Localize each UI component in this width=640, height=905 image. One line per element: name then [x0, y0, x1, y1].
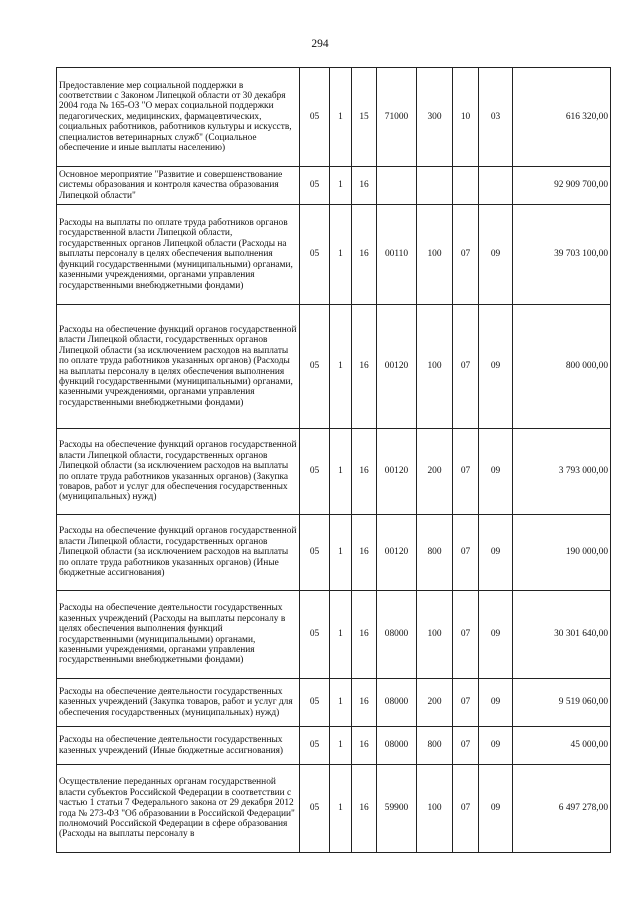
amount-cell: 9 519 060,00 — [513, 679, 611, 727]
subprogram-code-cell: 1 — [330, 68, 352, 167]
table-row — [57, 167, 611, 205]
section-code-cell: 07 — [453, 765, 479, 853]
row-description: Расходы на обеспечение функций органов государственной власти Липецкой области, государственных органов Липецкой области (за исключением расходов на выплаты по оплате труда работников указанных органов) (Расходы на выплаты персоналу в целях обеспечения выполнения функций государственными (муниципальными) органами, казенными учреждениями, органами управления государственными внебюджетными фондами) — [57, 305, 300, 429]
program-code-cell: 05 — [300, 167, 330, 205]
subprogram-code-cell: 1 — [330, 167, 352, 205]
row-description: Расходы на обеспечение функций органов государственной власти Липецкой области, государственных органов Липецкой области (за исключением расходов на выплаты по оплате труда работников указанных органов) (Закупка товаров, работ и услуг для обеспечения государственных (муниципальных) нужд) — [57, 429, 300, 515]
program-code-cell: 05 — [300, 765, 330, 853]
program-code-cell: 05 — [300, 305, 330, 429]
expense-type-cell: 200 — [417, 429, 453, 515]
row-description: Расходы на обеспечение функций органов государственной власти Липецкой области, государственных органов Липецкой области (за исключением расходов на выплаты по оплате труда работников указанных органов) (Иные бюджетные ассигнования) — [57, 515, 300, 591]
subsection-code-cell: 09 — [479, 429, 513, 515]
section-code-cell: 07 — [453, 429, 479, 515]
activity-code-cell: 16 — [352, 305, 377, 429]
section-code-cell: 07 — [453, 679, 479, 727]
section-code-cell: 10 — [453, 68, 479, 167]
program-code-cell: 05 — [300, 429, 330, 515]
direction-code-cell: 08000 — [377, 591, 417, 679]
activity-code-cell: 15 — [352, 68, 377, 167]
program-code-cell: 05 — [300, 205, 330, 305]
direction-code-cell: 00120 — [377, 515, 417, 591]
expense-type-cell — [417, 167, 453, 205]
subsection-code-cell: 09 — [479, 515, 513, 591]
amount-cell: 800 000,00 — [513, 305, 611, 429]
expense-type-cell: 100 — [417, 765, 453, 853]
amount-cell: 6 497 278,00 — [513, 765, 611, 853]
row-description: Предоставление мер социальной поддержки в соответствии с Законом Липецкой области от 30 декабря 2004 года № 165-ОЗ "О мерах социальной поддержки педагогических, медицинских, фармацевтических, социальных работников, работников культуры и искусств, специалистов ветеринарных служб" (Социальное обеспечение и иные выплаты населению) — [57, 68, 300, 167]
row-description: Расходы на обеспечение деятельности государственных казенных учреждений (Расходы на выплаты персоналу в целях обеспечения выполнения функций государственными (муниципальными) органами, казенными учреждениями, органами управления государственными внебюджетными фондами) — [57, 591, 300, 679]
table-row — [57, 68, 611, 167]
row-description: Осуществление переданных органам государственной власти субъектов Российской Федерации в соответствии с частью 1 статьи 7 Федерального закона от 29 декабря 2012 года № 273-ФЗ "Об образовании в Российской Федерации" полномочий Российской Федерации в сфере образования (Расходы на выплаты персоналу в — [57, 765, 300, 853]
row-description: Основное мероприятие "Развитие и совершенствование системы образования и контроля качества образования Липецкой области" — [57, 167, 300, 205]
direction-code-cell: 71000 — [377, 68, 417, 167]
activity-code-cell: 16 — [352, 679, 377, 727]
section-code-cell: 07 — [453, 205, 479, 305]
table-row — [57, 305, 611, 429]
subprogram-code-cell: 1 — [330, 305, 352, 429]
expense-type-cell: 200 — [417, 679, 453, 727]
row-description: Расходы на выплаты по оплате труда работников органов государственной власти Липецкой области, государственных органов Липецкой области (Расходы на выплаты персоналу в целях обеспечения выполнения функций государственными (муниципальными) органами, казенными учреждениями, органами управления государственными внебюджетными фондами) — [57, 205, 300, 305]
section-code-cell: 07 — [453, 515, 479, 591]
amount-cell: 190 000,00 — [513, 515, 611, 591]
program-code-cell: 05 — [300, 68, 330, 167]
direction-code-cell: 08000 — [377, 727, 417, 765]
table-row — [57, 515, 611, 591]
page-number: 294 — [311, 38, 329, 50]
subsection-code-cell: 09 — [479, 727, 513, 765]
direction-code-cell: 59900 — [377, 765, 417, 853]
subprogram-code-cell: 1 — [330, 205, 352, 305]
activity-code-cell: 16 — [352, 167, 377, 205]
subsection-code-cell: 09 — [479, 765, 513, 853]
activity-code-cell: 16 — [352, 765, 377, 853]
program-code-cell: 05 — [300, 679, 330, 727]
subprogram-code-cell: 1 — [330, 679, 352, 727]
direction-code-cell: 00110 — [377, 205, 417, 305]
table-row — [57, 591, 611, 679]
direction-code-cell: 08000 — [377, 679, 417, 727]
table-row — [57, 727, 611, 765]
subsection-code-cell: 09 — [479, 305, 513, 429]
subprogram-code-cell: 1 — [330, 515, 352, 591]
amount-cell: 3 793 000,00 — [513, 429, 611, 515]
table-row — [57, 679, 611, 727]
subsection-code-cell: 09 — [479, 679, 513, 727]
subsection-code-cell: 09 — [479, 591, 513, 679]
activity-code-cell: 16 — [352, 727, 377, 765]
row-description: Расходы на обеспечение деятельности государственных казенных учреждений (Закупка товаров, работ и услуг для обеспечения государственных (муниципальных) нужд) — [57, 679, 300, 727]
amount-cell: 92 909 700,00 — [513, 167, 611, 205]
table-row — [57, 429, 611, 515]
table-row — [57, 765, 611, 853]
expense-type-cell: 800 — [417, 727, 453, 765]
subsection-code-cell — [479, 167, 513, 205]
activity-code-cell: 16 — [352, 515, 377, 591]
direction-code-cell: 00120 — [377, 305, 417, 429]
amount-cell: 30 301 640,00 — [513, 591, 611, 679]
amount-cell: 45 000,00 — [513, 727, 611, 765]
subsection-code-cell: 03 — [479, 68, 513, 167]
section-code-cell: 07 — [453, 305, 479, 429]
subsection-code-cell: 09 — [479, 205, 513, 305]
direction-code-cell — [377, 167, 417, 205]
activity-code-cell: 16 — [352, 205, 377, 305]
expense-type-cell: 300 — [417, 68, 453, 167]
expense-type-cell: 100 — [417, 205, 453, 305]
program-code-cell: 05 — [300, 591, 330, 679]
section-code-cell — [453, 167, 479, 205]
table-row — [57, 205, 611, 305]
amount-cell: 39 703 100,00 — [513, 205, 611, 305]
expense-type-cell: 100 — [417, 305, 453, 429]
expense-type-cell: 100 — [417, 591, 453, 679]
section-code-cell: 07 — [453, 591, 479, 679]
activity-code-cell: 16 — [352, 429, 377, 515]
program-code-cell: 05 — [300, 515, 330, 591]
program-code-cell: 05 — [300, 727, 330, 765]
subprogram-code-cell: 1 — [330, 591, 352, 679]
section-code-cell: 07 — [453, 727, 479, 765]
amount-cell: 616 320,00 — [513, 68, 611, 167]
subprogram-code-cell: 1 — [330, 429, 352, 515]
subprogram-code-cell: 1 — [330, 727, 352, 765]
activity-code-cell: 16 — [352, 591, 377, 679]
direction-code-cell: 00120 — [377, 429, 417, 515]
budget-table — [56, 67, 611, 853]
subprogram-code-cell: 1 — [330, 765, 352, 853]
row-description: Расходы на обеспечение деятельности государственных казенных учреждений (Иные бюджетные ассигнования) — [57, 727, 300, 765]
expense-type-cell: 800 — [417, 515, 453, 591]
